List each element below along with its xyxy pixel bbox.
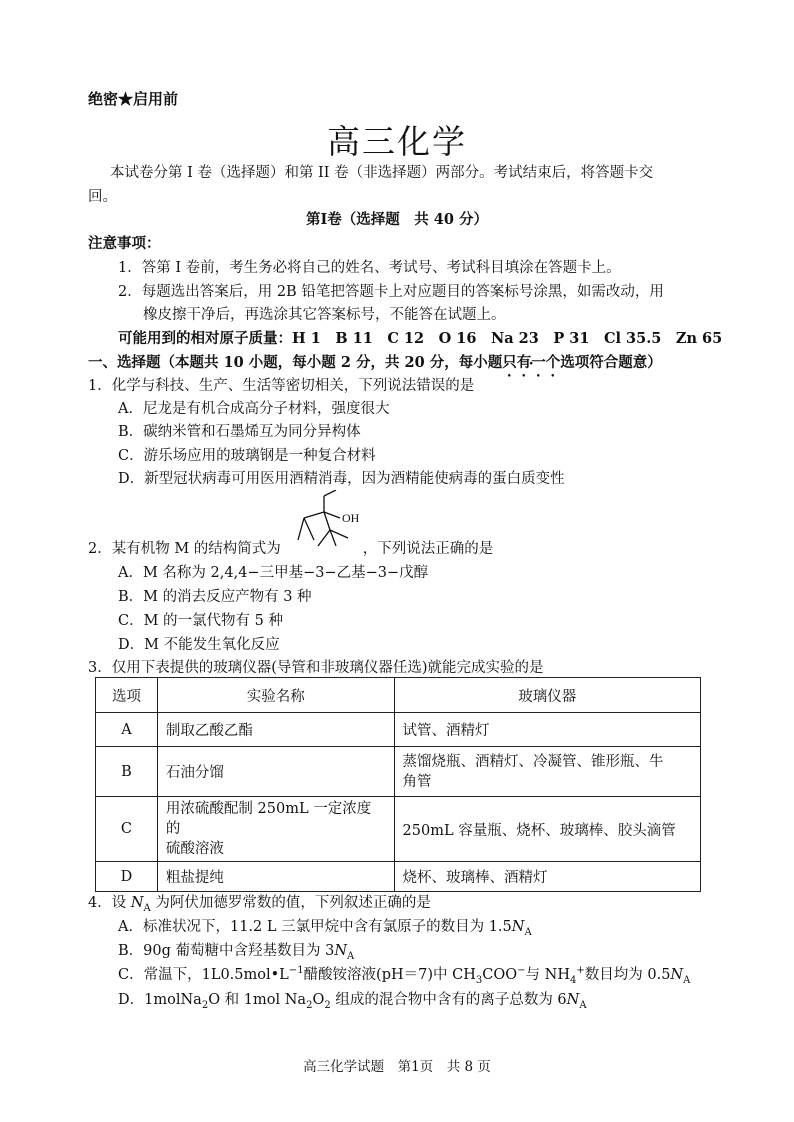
table-row	[96, 747, 701, 797]
question-4-option-a: A．标准状况下，11.2 L 三氯甲烷中含有氯原子的数目为 $1.5N_A$	[118, 919, 532, 938]
question-1-option-c: C．游乐场应用的玻璃钢是一种复合材料	[118, 448, 376, 464]
notice-heading: 注意事项：	[88, 235, 161, 252]
question-4-option-d: D．1molNa$_2$O 和 1mol $Na_2O_2$ 组成的混合物中含有的离子总数为 $6N_A$	[118, 992, 587, 1011]
page-title: 高三化学	[327, 122, 467, 161]
table-cell: B	[96, 747, 158, 797]
table-cell: 石油分馏	[157, 747, 394, 797]
intro-line-2: 回。	[88, 189, 117, 205]
table-header: 选项	[96, 678, 158, 713]
question-4-option-b: B．90g 葡萄糖中含羟基数目为 $3N_A$	[118, 943, 355, 962]
confidential-label: 绝密★启用前	[88, 90, 179, 108]
table-row	[96, 797, 701, 862]
table-cell: 用浓硫酸配制 250mL 一定浓度的 硫酸溶液	[157, 797, 394, 862]
table-row	[96, 713, 701, 747]
question-2-stem: 2．某有机物 M 的结构简式为 ，下列说法正确的是	[88, 541, 494, 557]
table-cell: 制取乙酸乙酯	[157, 713, 394, 747]
question-4-stem: 4．设 $N_A$ 为阿伏加德罗常数的值，下列叙述正确的是	[88, 895, 431, 914]
table-cell: 250mL 容量瓶、烧杯、玻璃棒、胶头滴管	[394, 797, 700, 862]
question-1-option-b: B．碳纳米管和石墨烯互为同分异构体	[118, 424, 361, 440]
page-footer: 高三化学试题 第1页 共 8 页	[303, 1059, 491, 1075]
question-2-option-c: C．M 的一氯代物有 5 种	[118, 613, 283, 629]
table-cell: C	[96, 797, 158, 862]
question-1-option-d: D．新型冠状病毒可用医用酒精消毒，因为酒精能使病毒的蛋白质变性	[118, 471, 565, 487]
table-cell: 试管、酒精灯	[394, 713, 700, 747]
table-cell: D	[96, 862, 158, 892]
table-cell: 粗盐提纯	[157, 862, 394, 892]
hydroxyl-label: OH	[342, 511, 360, 525]
question-1-option-a: A．尼龙是有机合成高分子材料，强度很大	[118, 401, 390, 417]
section-heading: 一、选择题（本题共 10 小题，每小题 2 分，共 20 分，每小题只有一个选项符合题意）	[88, 354, 662, 371]
emphasis-only-one: 只有一个	[502, 354, 561, 371]
intro-line-1: 本试卷分第 I 卷（选择题）和第 II 卷（非选择题）两部分。考试结束后，将答题卡交	[110, 165, 654, 181]
table-row	[96, 862, 701, 892]
table-header-row	[96, 678, 701, 713]
question-3-stem: 3．仅用下表提供的玻璃仪器(导管和非玻璃仪器任选)就能完成实验的是	[88, 660, 544, 676]
table-cell: 蒸馏烧瓶、酒精灯、冷凝管、锥形瓶、牛 角管	[394, 747, 700, 797]
notice-item-2-line-2: 橡皮擦干净后，再选涂其它答案标号，不能答在试题上。	[143, 307, 506, 323]
table-header: 玻璃仪器	[394, 678, 700, 713]
notice-item-2-line-1: 2．每题选出答案后，用 2B 铅笔把答题卡上对应题目的答案标号涂黑，如需改动，用	[118, 284, 664, 300]
question-2-option-d: D．M 不能发生氧化反应	[118, 637, 280, 653]
table-cell: A	[96, 713, 158, 747]
molecule-structure	[296, 490, 376, 550]
table-header: 实验名称	[157, 678, 394, 713]
table-cell: 烧杯、玻璃棒、酒精灯	[394, 862, 700, 892]
notice-item-1: 1．答第 I 卷前，考生务必将自己的姓名、考试号、考试科目填涂在答题卡上。	[118, 260, 621, 276]
question-2-option-b: B．M 的消去反应产物有 3 种	[118, 589, 312, 605]
question-4-option-c: C．常温下，$1L0.5mol•L^{-1}$醋酸铵溶液(pH＝7)中 $CH_3COO^-$与 $NH_4^+$数目均为 $0.5N_A$	[118, 965, 691, 986]
experiment-table	[95, 677, 701, 892]
question-2-option-a: A．M 名称为 2,4,4−三甲基−3−乙基−3−戊醇	[118, 565, 429, 581]
question-1-stem: 1．化学与科技、生产、生活等密切相关，下列说法错误的是	[88, 378, 475, 394]
volume-heading: 第Ⅰ卷（选择题 共 40 分）	[305, 211, 489, 228]
atomic-masses: 可能用到的相对原子质量：H 1 B 11 C 12 O 16 Na 23 P 31 Cl 35.5 Zn 65	[118, 330, 723, 347]
